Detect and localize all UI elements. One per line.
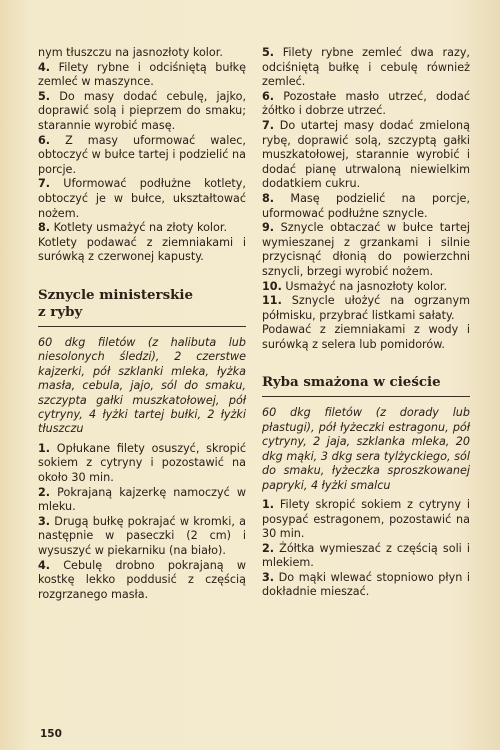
step-text: Masę podzielić na porcje, uformować podłużne sznycle. [262,191,470,220]
step-text: Z masy uformować walec, obtoczyć w bułce tartej i podzielić na porcje. [38,133,246,176]
step-number: 2. [38,485,51,499]
title-underline [262,396,470,397]
ingredients-ryba: 60 dkg filetów (z dorady lub płastugi), pół łyżeczki estragonu, pół cytryny, 2 jaja, szklanka mleka, 20 dkg mąki, 3 dkg sera tylżyckiego, sól do smaku, łyżeczka sproszkowanej papryki, 4 łyżki smalcu [262,406,470,492]
step-number: 10. [262,279,282,293]
step-text: Opłukane filety osuszyć, skropić sokiem z cytryny i pozostawić na około 30 min. [38,441,246,484]
step-number: 11. [262,294,282,308]
step-number: 8. [262,191,275,205]
step-text: Sznycle obtaczać w bułce tartej wymieszanej z grzankami i silnie przycisnąć dłonią do powierzchni sznycli, brzegi wyrobić nożem. [262,221,470,278]
step-2b [262,542,470,571]
step-text: Pozostałe masło utrzeć, dodać żółtko i dobrze utrzeć. [262,89,470,118]
step-8b [262,192,470,221]
step-number: 5. [38,89,51,103]
step-text: Do mąki wlewać stopniowo płyn i dokładnie mieszać. [262,570,470,599]
recipe-title-line1: Sznycle ministerskie [38,286,194,303]
ingredients-sznycle: 60 dkg filetów (z halibuta lub niesolonych śledzi), 2 czerstwe kajzerki, pół szklanki mleka, łyżka masła, cebula, jajo, sól do smaku, szczypta gałki muszkatołowej, pół cytryny, 4 łyżki tartej bułki, 2 łyżki tłuszczu [38,335,246,436]
step-1b [262,498,470,542]
step-number: 7. [262,118,275,132]
step-text: Pokrajaną kajzerkę namoczyć w mleku. [38,485,246,514]
step-number: 6. [262,89,275,103]
step-10 [262,280,470,295]
step-number: 9. [262,221,275,235]
step-2 [38,486,246,515]
step-number: 7. [38,177,51,191]
step-text: Żółtka wymieszać z częścią soli i mlekiem. [262,541,470,570]
serving-note: Podawać z ziemniakami z wody i surówką z selera lub pomidorów. [262,323,470,351]
step-text: Usmażyć na jasnozłoty kolor. [281,279,448,293]
step-number: 3. [262,570,275,584]
step-5 [38,90,246,134]
step-text: Kotlety usmażyć na złoty kolor. [50,221,228,235]
step-4 [38,61,246,90]
step-9 [262,221,470,279]
title-underline [38,326,246,327]
step-number: 4. [38,60,51,74]
step-text: Sznycle ułożyć na ogrzanym półmisku, przybrać listkami sałaty. [262,294,470,322]
step-text: Cebulę drobno pokrajaną w kostkę lekko poddusić z częścią rozgrzanego masła. [38,558,246,601]
step-text: Filety rybne i odciśniętą bułkę zemleć w maszynce. [38,60,246,89]
recipe-title-ryba: Ryba smażona w cieście [262,374,441,391]
step-text: Do masy dodać cebulę, jajko, doprawić solą i pieprzem do smaku; starannie wyrobić masę. [38,89,246,132]
step-number: 4. [38,558,51,572]
step-text: Do utartej masy dodać zmieloną rybę, doprawić solą, szczyptą gałki muszkatołowej, starannie wyrobić i dodać pianę utrwaloną niewielkim dodatkiem cukru. [262,118,470,191]
step-6b [262,90,470,119]
right-column [262,46,470,600]
step-5b [262,46,470,90]
step-number: 6. [38,133,51,147]
step-number: 5. [262,46,275,59]
step-text: Filety skropić sokiem z cytryny i posypać estragonem, pozostawić na 30 min. [262,497,470,541]
step-number: 2. [262,541,275,555]
page-number: 150 [40,728,62,740]
step-7 [38,177,246,221]
recipe-title-sznycle [38,287,246,321]
paragraph: nym tłuszczu na jasnozłoty kolor. [38,46,223,59]
step-3 [38,515,246,559]
step-11 [262,294,470,323]
step-7b [262,119,470,192]
recipe-title-line2: z ryby [38,303,83,320]
serving-note: Kotlety podawać z ziemniakami i surówką z czerwonej kapusty. [38,235,246,264]
step-text: Uformować podłużne kotlety, obtoczyć je w bułce, ukształtować nożem. [38,177,246,220]
step-8 [38,221,246,236]
step-1 [38,442,246,486]
step-3b [262,571,470,600]
step-number: 8. [38,221,51,235]
step-text: Filety rybne zemleć dwa razy, odciśniętą bułkę i cebulę również zemleć. [262,46,470,89]
step-4b [38,559,246,603]
step-text: Drugą bułkę pokrajać w kromki, a następnie w paseczki (2 cm) i wysuszyć w piekarniku (na biało). [38,514,246,557]
left-column [38,46,246,602]
step-number: 1. [262,497,275,511]
step-number: 3. [38,514,51,528]
step-number: 1. [38,441,51,455]
step-6 [38,134,246,178]
